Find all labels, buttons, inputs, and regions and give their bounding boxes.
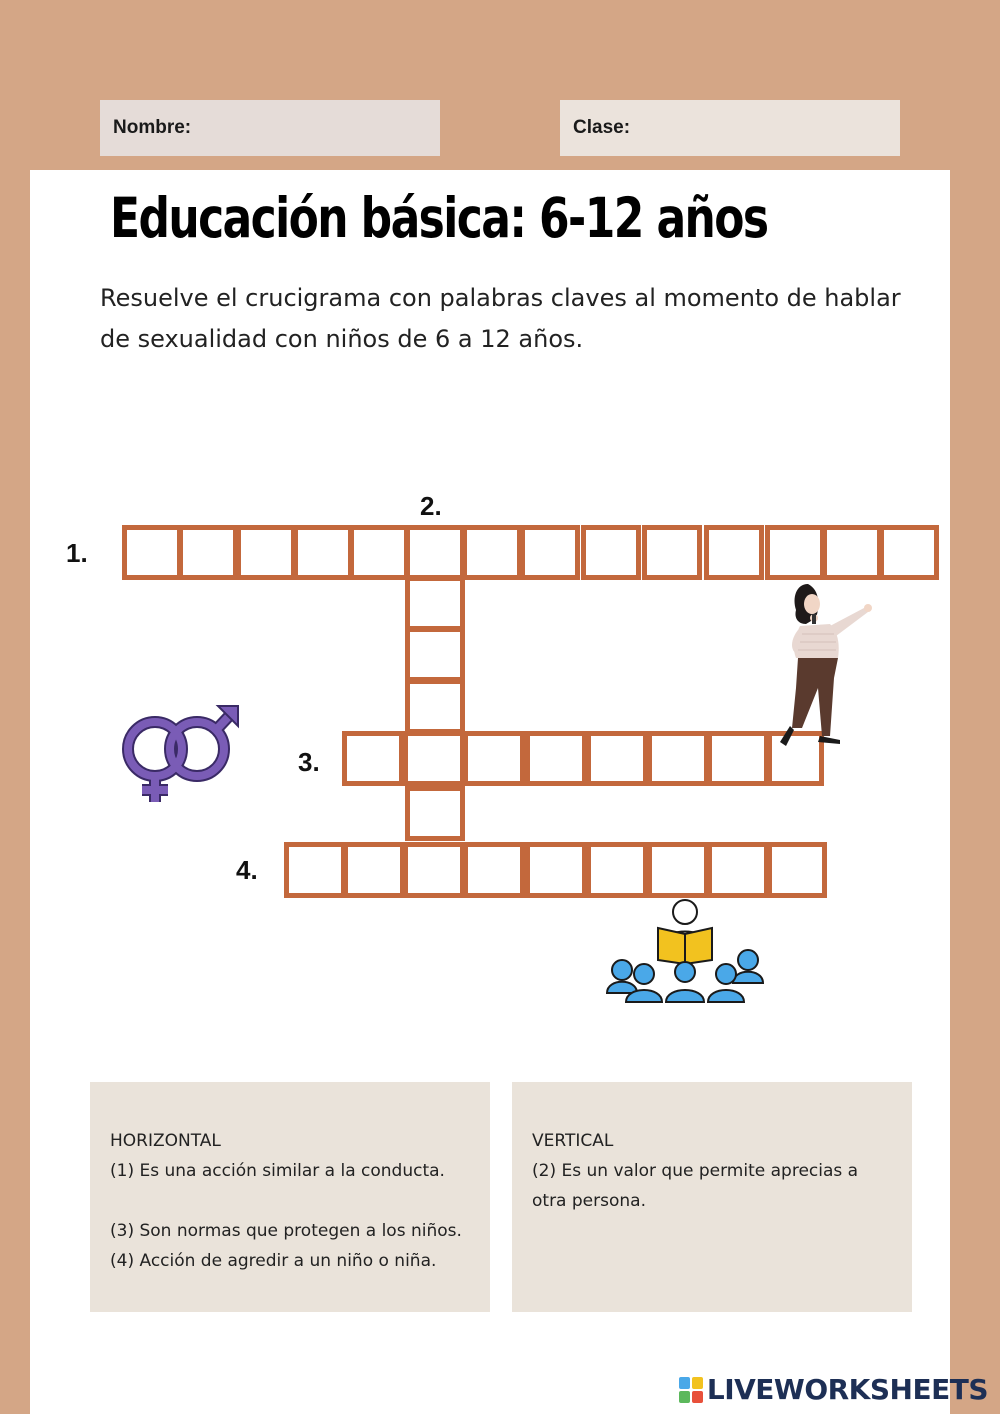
crossword-cell[interactable] xyxy=(342,731,404,786)
class-label: Clase: xyxy=(573,117,631,138)
crossword-cell[interactable] xyxy=(879,525,939,580)
crossword-cell[interactable] xyxy=(405,576,465,631)
crossword-cell[interactable] xyxy=(236,525,296,580)
crossword-cell[interactable] xyxy=(642,525,702,580)
crossword-cell[interactable] xyxy=(525,842,587,898)
gender-symbol-icon xyxy=(118,702,242,810)
crossword-cell[interactable] xyxy=(767,842,827,898)
crossword-cell[interactable] xyxy=(707,731,769,786)
crossword-cell[interactable] xyxy=(463,731,525,786)
clue-number-4: 4. xyxy=(236,855,258,885)
crossword-cell[interactable] xyxy=(343,842,405,898)
brand-name: LIVEWORKSHEETS xyxy=(706,1373,988,1406)
crossword-cell[interactable] xyxy=(284,842,346,898)
crossword-cell[interactable] xyxy=(463,842,525,898)
teacher-reading-group-icon xyxy=(604,898,766,1008)
clue-number-3: 3. xyxy=(298,747,320,777)
crossword-cell[interactable] xyxy=(586,731,648,786)
clue-horizontal-4: (4) Acción de agredir a un niño o niña. xyxy=(110,1251,437,1271)
crossword-cell[interactable] xyxy=(647,842,709,898)
crossword-cell[interactable] xyxy=(122,525,182,580)
clue-number-1: 1. xyxy=(66,538,88,568)
crossword-cell[interactable] xyxy=(178,525,238,580)
crossword-cell[interactable] xyxy=(462,525,522,580)
clue-horizontal-1: (1) Es una acción similar a la conducta. xyxy=(110,1161,445,1181)
crossword-cell[interactable] xyxy=(822,525,882,580)
clue-number-2: 2. xyxy=(420,491,442,521)
crossword-cell[interactable] xyxy=(520,525,580,580)
clue-vertical-2: (2) Es un valor que permite aprecias a otra persona. xyxy=(532,1161,859,1211)
crossword-cell[interactable] xyxy=(586,842,648,898)
crossword-cell[interactable] xyxy=(647,731,709,786)
crossword-cell[interactable] xyxy=(405,679,465,734)
crossword-cell[interactable] xyxy=(581,525,641,580)
crossword-cell[interactable] xyxy=(403,731,465,786)
crossword-cell[interactable] xyxy=(765,525,825,580)
crossword-cell[interactable] xyxy=(405,525,465,580)
name-label: Nombre: xyxy=(113,117,192,138)
name-field[interactable] xyxy=(100,100,440,156)
class-field[interactable] xyxy=(560,100,900,156)
horizontal-clues-box xyxy=(90,1082,490,1312)
crossword-cell[interactable] xyxy=(403,842,465,898)
horizontal-heading: HORIZONTAL xyxy=(110,1131,221,1151)
vertical-heading: VERTICAL xyxy=(532,1131,614,1151)
woman-speaking-illustration xyxy=(768,578,890,753)
crossword-cell[interactable] xyxy=(405,786,465,841)
page-title: Educación básica: 6-12 años xyxy=(110,186,768,250)
crossword-cell[interactable] xyxy=(704,525,764,580)
crossword-cell[interactable] xyxy=(525,731,587,786)
clue-horizontal-3: (3) Son normas que protegen a los niños. xyxy=(110,1221,462,1241)
vertical-clues-box xyxy=(512,1082,912,1312)
crossword-cell[interactable] xyxy=(707,842,769,898)
crossword-cell[interactable] xyxy=(293,525,353,580)
liveworksheets-mark-icon xyxy=(679,1377,703,1403)
crossword-cell[interactable] xyxy=(349,525,409,580)
crossword-cell[interactable] xyxy=(405,627,465,682)
liveworksheets-logo[interactable] xyxy=(679,1373,988,1406)
instructions: Resuelve el crucigrama con palabras claves al momento de hablar de sexualidad con niños de 6 a 12 años. xyxy=(100,284,901,353)
